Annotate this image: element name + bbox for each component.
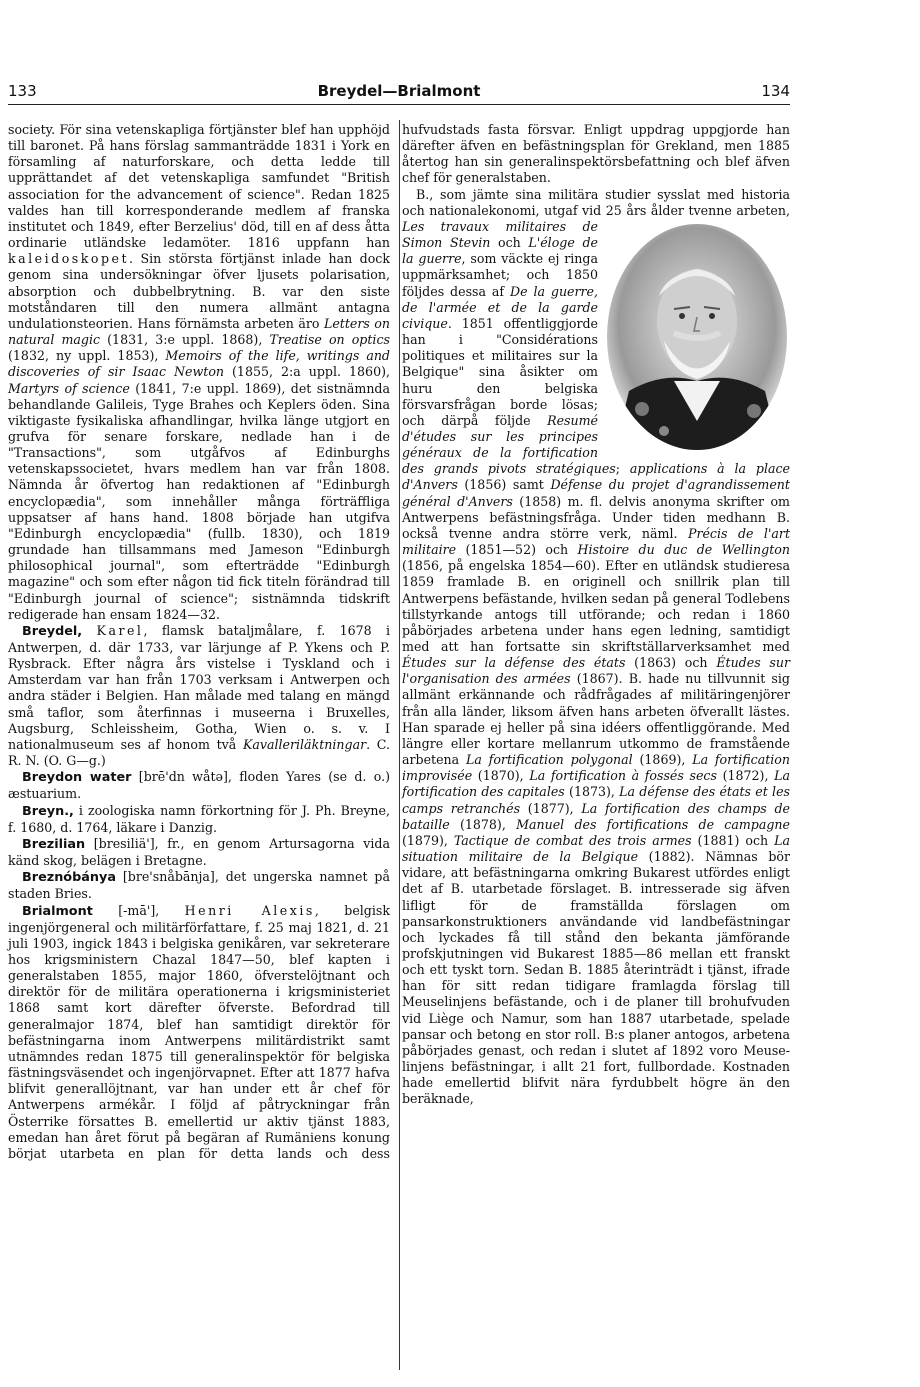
portrait-image-icon	[604, 221, 790, 453]
right-column	[402, 122, 790, 1108]
headword-brezilian: Brezilian	[22, 836, 86, 852]
page-number-right: 134	[761, 82, 790, 100]
entry-breydon-water: Breydon water [brē'dn wåtə], floden Yares (se d. o.) æstuarium.	[8, 769, 390, 802]
entry-brialmont-works: B., som jämte sina militära studier sysslat med historia och nationalekonomi, utgaf vid 25 års ålder tvenne arbeten, Les travaux militaires de Simon Stevin och L'éloge de la guerre, som väckte ej ringa uppmärksamhet; och 1850 följdes dessa af De la guerre, de l'armée et de la garde civique. 1851 offentliggjorde han i "Considérations politiques et militaires sur la Belgique" sina åsikter om huru den belgiska försvarsfrågan borde lösas; och därpå följde Resumé d'études sur les principes généraux de la fortification des grands pivots stratégiques; applications à la place d'Anvers (1856) samt Défense du projet d'agrandissement général d'Anvers (1858) m. fl. delvis anonyma skrifter om Antwerpens befästningsfråga. Under tiden medhann B. också tvenne andra större verk, näml. Précis de l'art militaire (1851—52) och Histoire du duc de Wellington (1856, på engelska 1854—60). Efter en utländsk studieresa 1859 framlade B. en originell och snillrik plan till Antwerpens befästande, hvilken sedan på general Todlebens tillstyrkande antogs till utförande; och redan i 1860 påbörjades arbetena under hans egen ledning, samtidigt med att han fortsatte sin skriftställarverksamhet med Études sur la défense des états (1863) och Études sur l'organisation des armées (1867). B. hade nu tillvunnit sig allmänt erkännande och rådfrågades af militäringenjörer från alla länder, liksom äfven hans arbeten öfverallt lästes. Han sparade ej heller på sina idéers offentliggörande. Med längre eller kortare mellanrum utkommo de framstående arbetena La fortification polygonal (1869), La fortification improvisée (1870), La fortification à fossés secs (1872), La fortification des capitales (1873), La défense des états et les camps retranchés (1877), La fortification des champs de bataille (1878), Manuel des fortifications de campagne (1879), Tactique de combat des trois armes (1881) och La situation militaire de la Belgique (1882). Nämnas bör vidare, att befästningarna omkring Bukarest utfördes enligt det af B. utarbetade förslaget. B. intresserade sig äfven lifligt för de framställda förslagen om pansarkonstruktioners användande vid landbefästningar och lyckades få till stånd den bekanta jämförande profskjutningen vid Bukarest 1885—86 mellan ett franskt och ett tyskt torn. Sedan B. 1885 återinträdt i tjänst, ifrade han för sitt redan tidigare framlagda förslag till Meuselinjens befästande, och i de planer till brohufvuden vid Liège och Namur, som han 1887 utarbetade, spelade pansar och betong en stor roll. B:s planer antogos, arbetena påbörjades genast, och redan i slutet af 1892 voro Meuse-linjens befästningar, i allt 21 fort, fullbordade. Kostnaden hade emellertid blifvit nära fyrdubbelt högre än den beräknade,	[402, 186, 791, 1107]
page-header	[8, 82, 790, 104]
headword-breydel: Breydel,	[22, 623, 83, 639]
entry-brialmont-continued: hufvudstads fasta försvar. Enligt uppdrag uppgjorde han därefter äfven en befästningsplan för Grekland, men 1885 återtog han sin generalinspektörsbefattning och blef äfven chef för generalstaben.	[402, 122, 790, 186]
page-number-left: 133	[8, 82, 37, 100]
entry-brezilian: Brezilian [bresiliä'], fr., en genom Artursagorna vida känd skog, belägen i Bretagne.	[8, 835, 390, 869]
headword-brialmont: Brialmont	[22, 903, 93, 919]
portrait-brialmont	[604, 221, 790, 453]
entry-brialmont: Brialmont [-mā'], Henri Alexis, belgisk ingenjörgeneral och militärförfattare, f. 25 maj 1821, d. 21 juli 1903, ingick 1843 i belgiska genikåren, var sekreterare hos krigsministern Chazal 1847—50, blef kapten i generalstaben 1855, major 1860, öfverstelöjtnant och direktör för de militära operationerna i krigsministeriet 1868 samt kort därefter öfverste. Befordrad till generalmajor 1874, blef han samtidigt direktör för befästningarna inom Antwerpens militärdistrikt samt utnämndes redan 1875 till generalinspektör för belgiska fästningsväsendet och ingenjörvapnet. Efter att 1877 hafva blifvit generallöjtnant, var han under ett år chef för Antwerpens armékår. I följd af påtryckningar från Österrike försattes B. emellertid ur aktiv tjänst 1883, emedan han året förut på begäran af Rumäniens konung börjat utarbeta en plan för detta lands och dess	[8, 902, 390, 1161]
entry-breznobanya: Breznóbánya [bre'snåbānja], det ungerska namnet på staden Bries.	[8, 869, 390, 902]
entry-brewster-continued: society. För sina vetenskapliga förtjänster blef han upphöjd till baronet. På hans förslag sammanträdde 1831 i York en församling af naturforskare, och detta ledde till upprättandet af det vetenskapliga samfundet "British association for the advancement of science". Redan 1825 valdes han till korresponderande medlem af franska institutet och 1849, efter Berzelius' död, till en af dess åtta ordinarie utländske ledamöter. 1816 uppfann han kaleidoskopet. Sin största förtjänst inlade han dock genom sina undersökningar öfver ljusets polarisation, absorption och dubbelbrytning. B. var den siste motståndaren till den numera allmänt antagna undulationsteorien. Hans förnämsta arbeten äro Letters on natural magic (1831, 3:e uppl. 1868), Treatise on optics (1832, ny uppl. 1853), Memoirs of the life, writings and discoveries of sir Isaac Newton (1855, 2:a uppl. 1860), Martyrs of science (1841, 7:e uppl. 1869), det sistnämnda behandlande Galileis, Tyge Brahes och Keplers öden. Sina viktigaste fysikaliska afhandlingar, hvilka länge utgjort en grufva för senare forskare, nedlade han i de "Transactions", som utgåfvos af Edinburghs vetenskapssocietet, hvars medlem han var från 1808. Nämnda år öfvertog han redaktionen af "Edinburgh encyclopædia", som innehåller många förträffliga uppsatser af hans hand. 1808 började han utgifva "Edinburgh encyclopædia" (fullb. 1830), och 1819 grundade han tillsammans med Jameson "Edinburgh philosophical journal", som efterträdde "Edinburgh magazine" och som efter någon tid fick titeln förändrad till "Edinburgh journal of science"; sistnämnda tidskrift redigerade han ensam 1824—32.	[8, 122, 391, 622]
header-rule	[8, 104, 790, 105]
entry-breyn: Breyn., i zoologiska namn förkortning för J. Ph. Breyne, f. 1680, d. 1764, läkare i Danzig.	[8, 802, 390, 835]
running-title: Breydel—Brialmont	[317, 82, 481, 100]
entry-breydel: Breydel, Karel, flamsk bataljmålare, f. 1678 i Antwerpen, d. där 1733, var lärjunge af P. Ykens och P. Rysbrack. Efter några års vistelse i Tyskland och i Amsterdam var han från 1703 verksam i Antwerpen och andra städer i Belgien. Han målade med talang en mängd små taflor, som återfinnas i museerna i Bruxelles, Augsburg, Schleissheim, Gotha, Wien o. s. v. I nationalmuseum ses af honom två Kavalleriläktningar. C. R. N. (O. G—g.)	[8, 622, 390, 769]
headword-breznobanya: Breznóbánya	[22, 870, 116, 886]
column-separator	[399, 120, 400, 1370]
headword-breyn: Breyn.,	[22, 803, 74, 819]
headword-breydon-water: Breydon water	[22, 770, 132, 786]
left-column	[8, 122, 390, 1162]
